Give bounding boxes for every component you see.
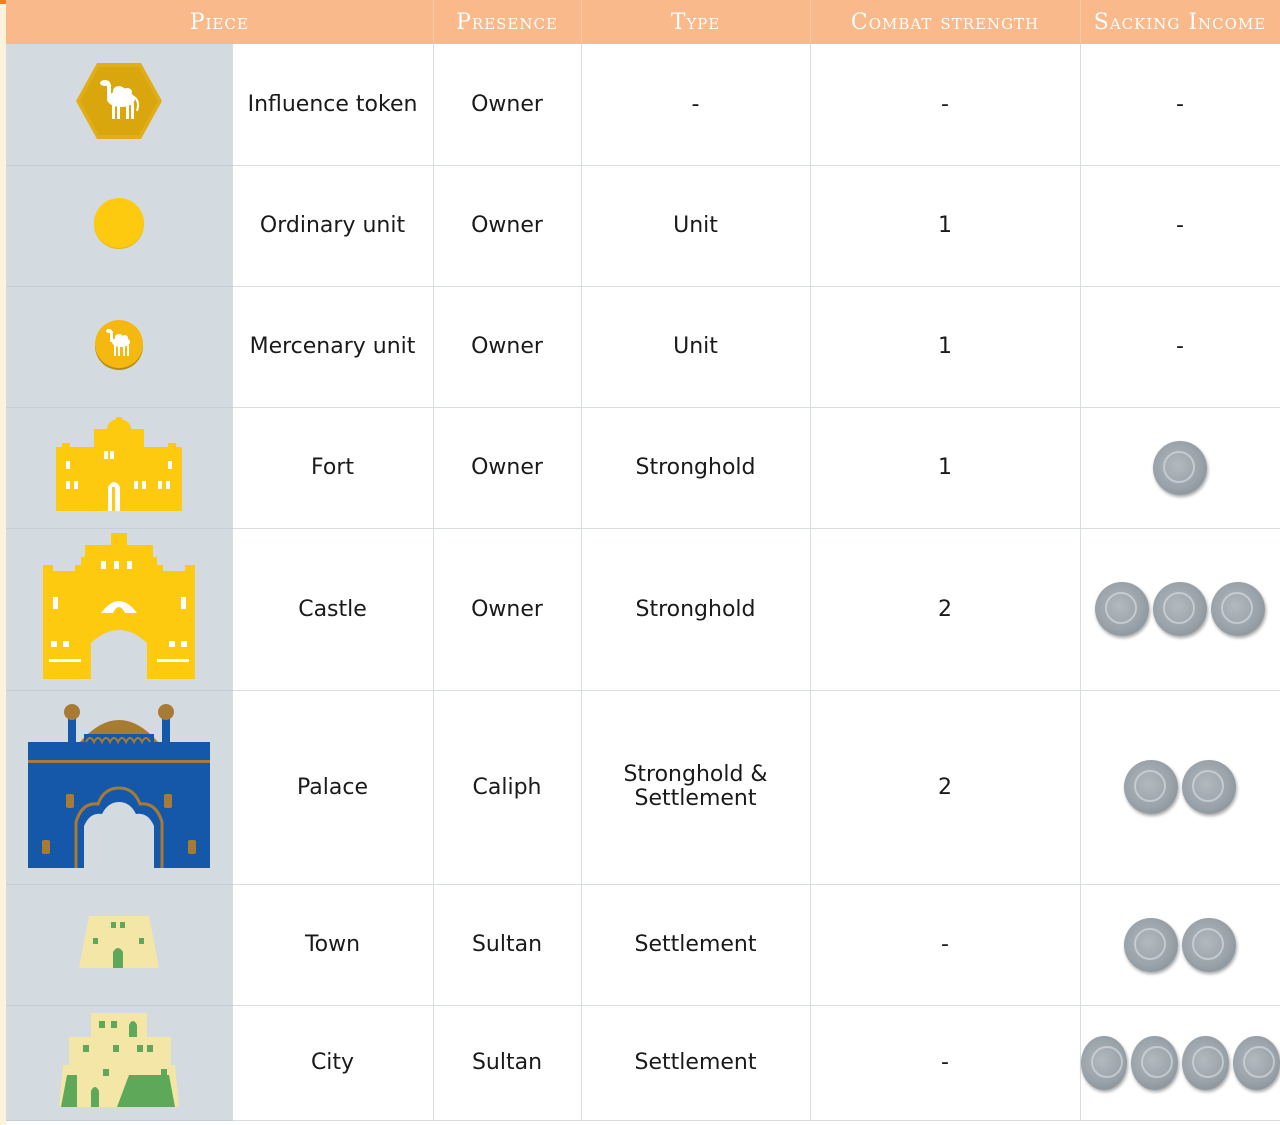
sacking-coins: [1081, 760, 1280, 814]
piece-sacking-income: -: [1080, 44, 1280, 165]
piece-image-cell: [6, 1005, 232, 1120]
piece-combat-strength: 1: [810, 407, 1080, 528]
piece-type-line-1: Stronghold &: [623, 761, 768, 787]
piece-presence: Owner: [433, 528, 581, 690]
piece-name: Ordinary unit: [232, 165, 433, 286]
palace-icon: [24, 698, 214, 870]
silver-coin-icon: [1233, 1036, 1280, 1090]
piece-name: Town: [232, 884, 433, 1005]
piece-combat-strength: -: [810, 884, 1080, 1005]
piece-sacking-income: [1080, 690, 1280, 884]
table-row-city: [6, 1005, 1280, 1120]
piece-image-cell: [6, 884, 232, 1005]
piece-image-cell: [6, 286, 232, 407]
piece-image-cell: [6, 44, 232, 165]
table-row-castle: [6, 528, 1280, 690]
piece-presence: Sultan: [433, 884, 581, 1005]
header-type: Type: [581, 0, 810, 44]
piece-type: [581, 690, 810, 884]
piece-sacking-income: [1080, 884, 1280, 1005]
piece-sacking-income: -: [1080, 286, 1280, 407]
town-icon: [75, 912, 163, 972]
piece-combat-strength: 1: [810, 286, 1080, 407]
table-row-mercenary-unit: [6, 286, 1280, 407]
piece-name: Fort: [232, 407, 433, 528]
silver-coin-icon: [1124, 918, 1178, 972]
silver-coin-icon: [1153, 441, 1207, 495]
piece-name: City: [232, 1005, 433, 1120]
piece-sacking-income: [1080, 407, 1280, 528]
sacking-coins: [1081, 918, 1280, 972]
silver-coin-icon: [1182, 918, 1236, 972]
sacking-coins: [1081, 441, 1280, 495]
sacking-coins: [1081, 582, 1280, 636]
piece-image-cell: [6, 165, 232, 286]
piece-presence: Owner: [433, 286, 581, 407]
sacking-coins: [1081, 1036, 1280, 1090]
table-row-ordinary-unit: [6, 165, 1280, 286]
piece-presence: Owner: [433, 44, 581, 165]
piece-combat-strength: 1: [810, 165, 1080, 286]
piece-name: Palace: [232, 690, 433, 884]
piece-combat-strength: 2: [810, 690, 1080, 884]
table-header-row: [6, 0, 1280, 44]
table-row-palace: [6, 690, 1280, 884]
silver-coin-icon: [1081, 1036, 1128, 1090]
fort-icon: [54, 415, 184, 515]
piece-image-cell: [6, 407, 232, 528]
piece-presence: Owner: [433, 407, 581, 528]
camel-hex-icon: [74, 61, 164, 141]
header-sacking-income: Sacking Income: [1080, 0, 1280, 44]
piece-presence: Sultan: [433, 1005, 581, 1120]
piece-type-line-2: Settlement: [634, 786, 757, 811]
piece-type: Stronghold: [581, 528, 810, 690]
piece-name: Influence token: [232, 44, 433, 165]
piece-type: -: [581, 44, 810, 165]
piece-type: Unit: [581, 286, 810, 407]
header-presence: Presence: [433, 0, 581, 44]
header-piece: Piece: [6, 0, 433, 44]
piece-type: Stronghold: [581, 407, 810, 528]
table-row-town: [6, 884, 1280, 1005]
piece-sacking-income: [1080, 1005, 1280, 1120]
castle-icon: [41, 531, 197, 681]
table-row-fort: [6, 407, 1280, 528]
pieces-reference-table-frame: [6, 0, 1280, 1125]
table-row-influence-token: [6, 44, 1280, 165]
piece-combat-strength: -: [810, 44, 1080, 165]
silver-coin-icon: [1095, 582, 1149, 636]
piece-name: Castle: [232, 528, 433, 690]
piece-image-cell: [6, 528, 232, 690]
piece-name: Mercenary unit: [232, 286, 433, 407]
header-combat-strength: Combat strength: [810, 0, 1080, 44]
piece-type: Settlement: [581, 884, 810, 1005]
piece-presence: Owner: [433, 165, 581, 286]
piece-combat-strength: 2: [810, 528, 1080, 690]
piece-image-cell: [6, 690, 232, 884]
silver-coin-icon: [1131, 1036, 1178, 1090]
pieces-reference-table: [6, 0, 1280, 1121]
piece-combat-strength: -: [810, 1005, 1080, 1120]
piece-sacking-income: [1080, 528, 1280, 690]
camel-disc-icon: [91, 316, 147, 372]
yellow-disc-icon: [91, 195, 147, 251]
silver-coin-icon: [1124, 760, 1178, 814]
piece-sacking-income: -: [1080, 165, 1280, 286]
silver-coin-icon: [1153, 582, 1207, 636]
silver-coin-icon: [1182, 1036, 1229, 1090]
piece-type: Unit: [581, 165, 810, 286]
piece-presence: Caliph: [433, 690, 581, 884]
piece-type: Settlement: [581, 1005, 810, 1120]
city-icon: [57, 1011, 181, 1109]
silver-coin-icon: [1182, 760, 1236, 814]
silver-coin-icon: [1211, 582, 1265, 636]
